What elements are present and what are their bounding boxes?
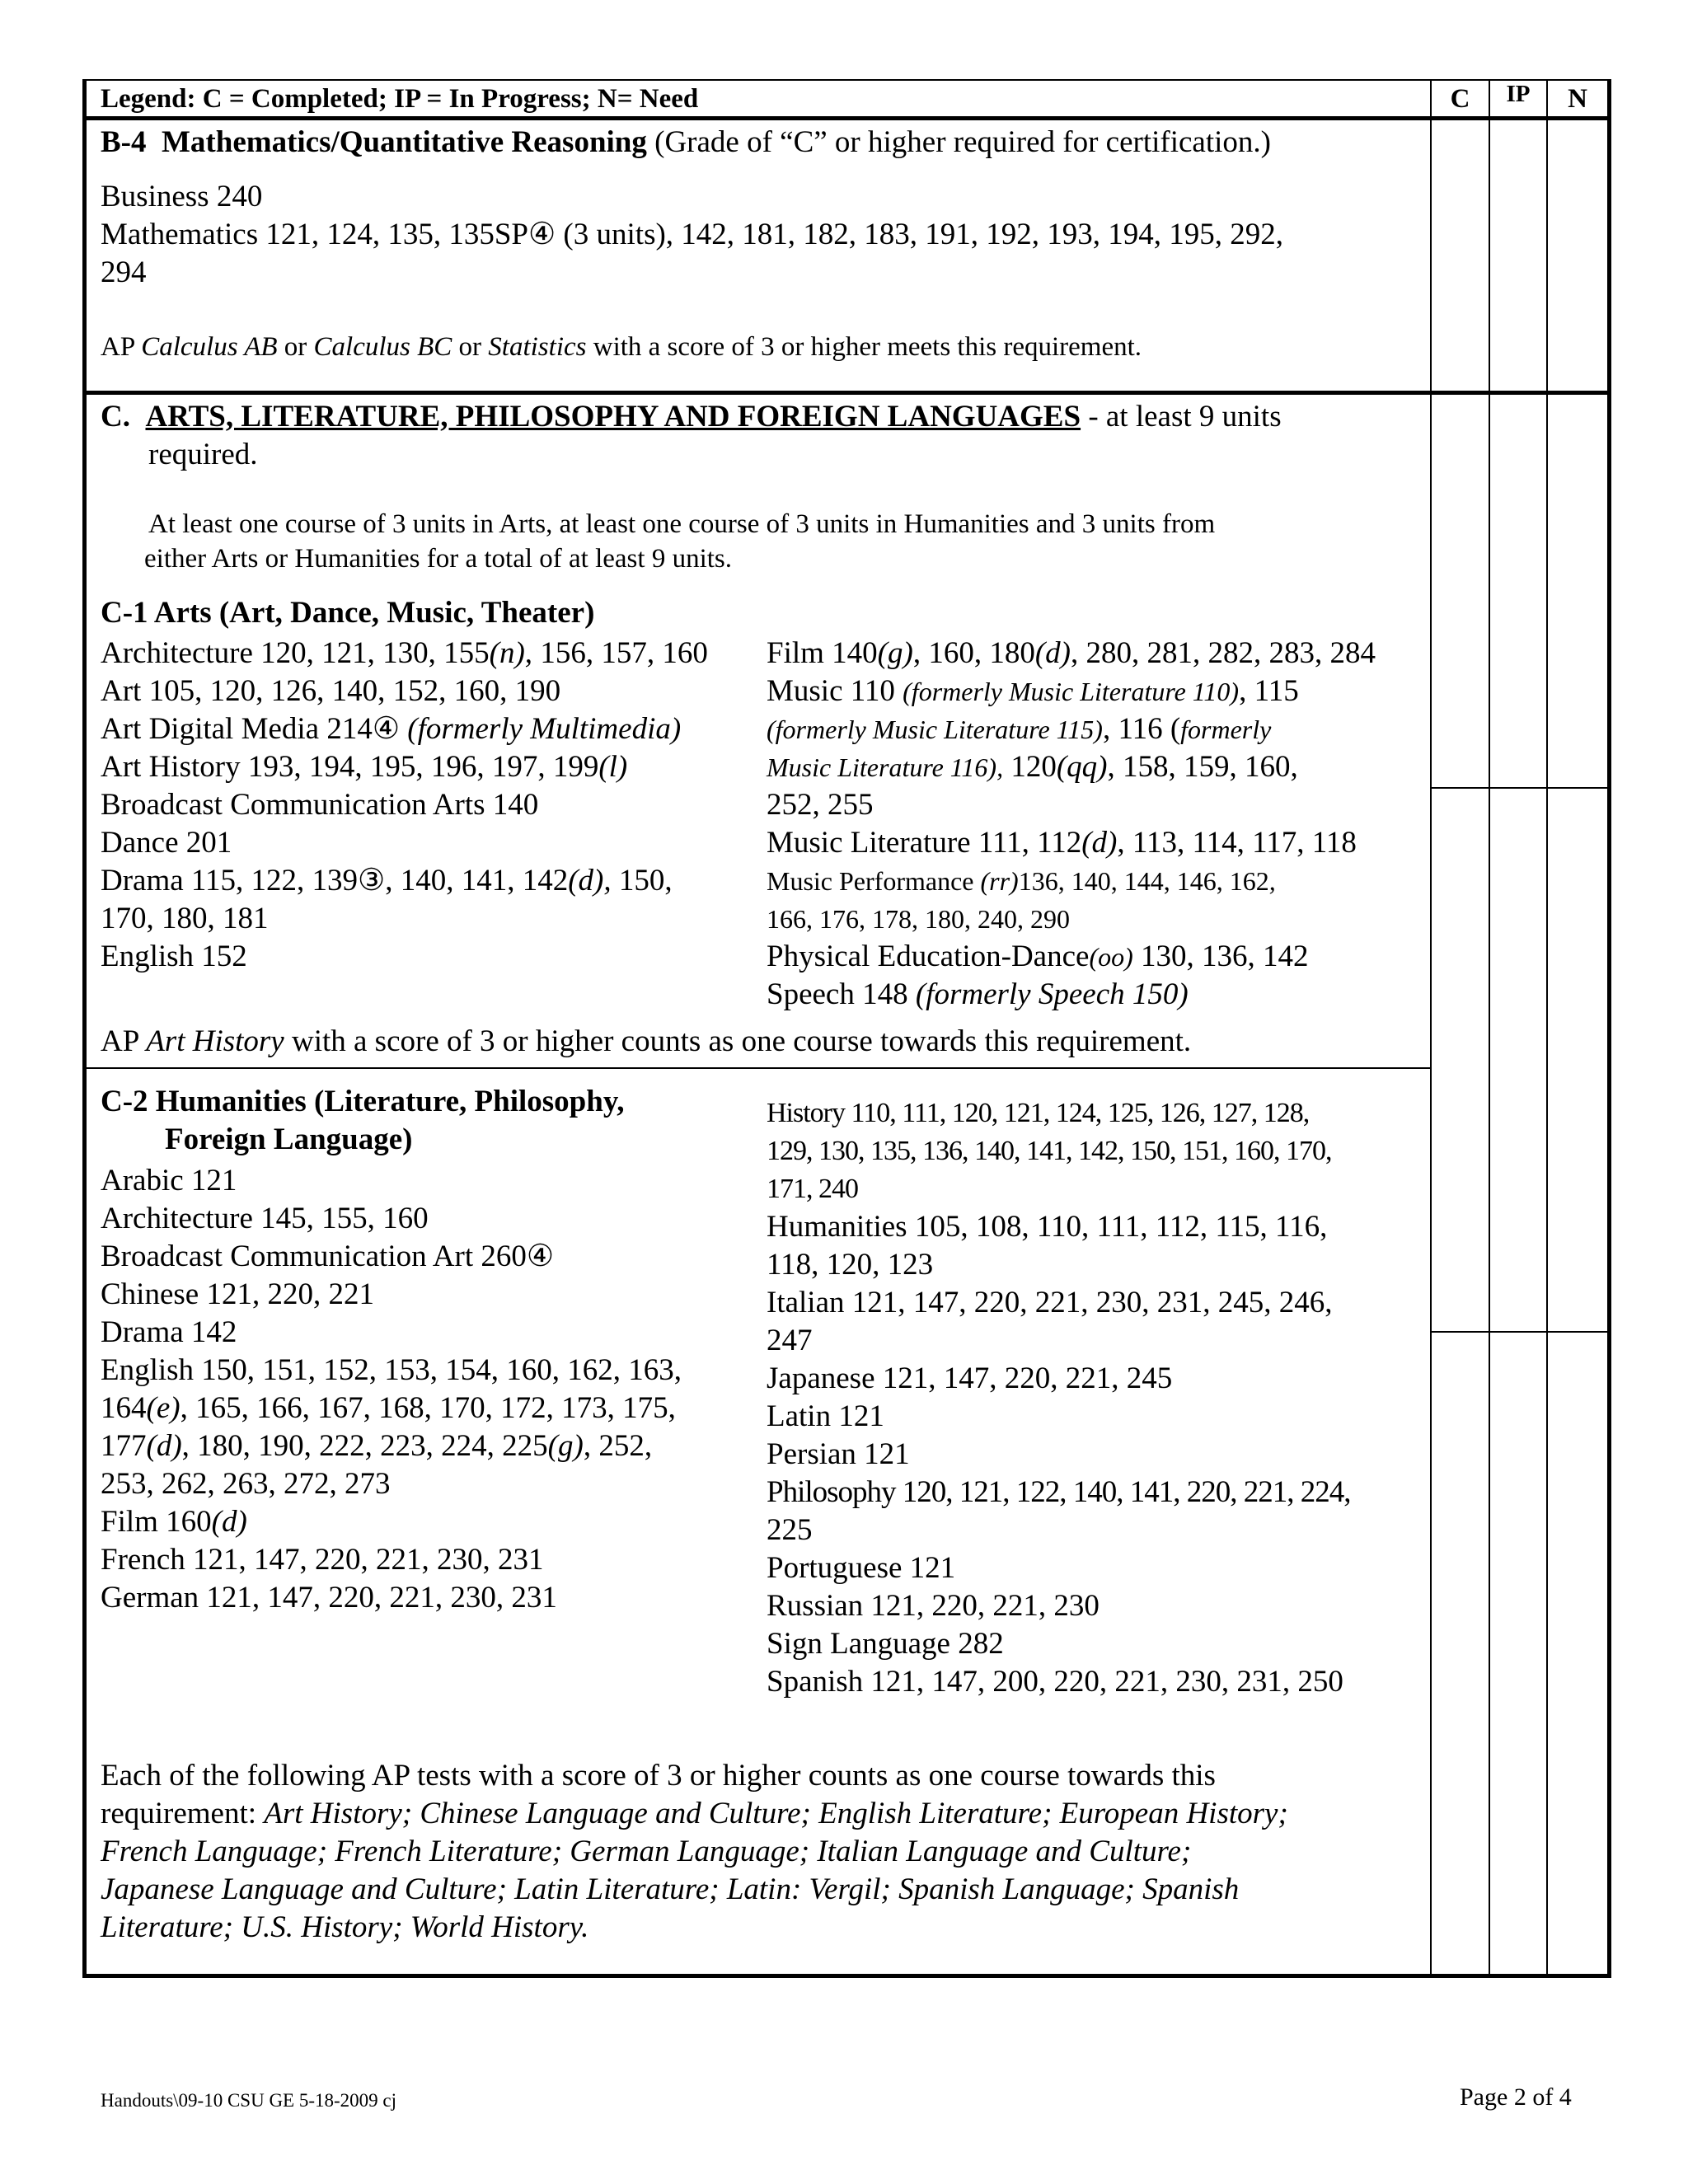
c2-right-line: 171, 240 xyxy=(767,1174,858,1204)
c-heading-cont: required. xyxy=(148,438,258,471)
b4-heading xyxy=(101,127,1271,157)
b4-title: Mathematics/Quantitative Reasoning xyxy=(162,125,647,159)
c2-right-line: Sign Language 282 xyxy=(767,1627,1004,1661)
c2-right-line: 247 xyxy=(767,1324,813,1357)
c2-left-line: Drama 142 xyxy=(101,1315,237,1349)
c1-left-line: Art Digital Media 214④ (formerly Multimedia) xyxy=(101,712,682,746)
c1-left-line: Architecture 120, 121, 130, 155(n), 156, 157, 160 xyxy=(101,636,708,670)
c2-left-line: French 121, 147, 220, 221, 230, 231 xyxy=(101,1543,544,1577)
c2-left-line: German 121, 147, 220, 221, 230, 231 xyxy=(101,1581,557,1615)
c1-physical-education-line: Physical Education-Dance(oo) 130, 136, 142 xyxy=(767,940,1309,973)
c-heading-tail: - at least 9 units xyxy=(1081,400,1282,434)
c2-left-line: Chinese 121, 220, 221 xyxy=(101,1277,374,1311)
c2-left-line: Architecture 145, 155, 160 xyxy=(101,1202,429,1235)
c2-left-column xyxy=(101,1162,682,1617)
c2-left-line: 164(e), 165, 166, 167, 168, 170, 172, 173, 175, xyxy=(101,1391,676,1425)
c-note-line1: At least one course of 3 units in Arts, at least one course of 3 units in Humanities and 3 units from xyxy=(148,509,1216,539)
c2-right-line: Spanish 121, 147, 200, 220, 221, 230, 231, 250 xyxy=(767,1665,1343,1699)
b4-line-mathematics: Mathematics 121, 124, 135, 135SP④ (3 units), 142, 181, 182, 183, 191, 192, 193, 194, 195, 292, xyxy=(101,218,1284,251)
c2-right-line: Japanese 121, 147, 220, 221, 245 xyxy=(767,1361,1173,1395)
c2-ap-note: Each of the following AP tests with a score of 3 or higher counts as one course towards this requirement: Art History; Chinese Language and Culture; English Literature; European History; French Language; French Literature; German Language; Italian Language and Culture; Japanese Language and Culture; Latin Literature; Latin: Vergil; Spanish Language; Spanish Literature; U.S. History; World History. xyxy=(101,1759,1288,1944)
c2-right-line: 118, 120, 123 xyxy=(767,1248,934,1282)
c1-speech-line: Speech 148 (formerly Speech 150) xyxy=(767,977,1189,1011)
column-header-in-progress: IP xyxy=(1506,81,1531,107)
b4-ap-note: AP Calculus AB or Calculus BC or Statistics with a score of 3 or higher meets this requirement. xyxy=(101,332,1142,362)
c2-right-line: Humanities 105, 108, 110, 111, 112, 115, 116, xyxy=(767,1210,1328,1244)
page-number: Page 2 of 4 xyxy=(1460,2083,1572,2111)
c1-left-line: Art 105, 120, 126, 140, 152, 160, 190 xyxy=(101,674,561,708)
c1-left-line: 170, 180, 181 xyxy=(101,902,269,935)
c1-music-literature-line: Music Literature 111, 112(d), 113, 114, 117, 118 xyxy=(767,826,1357,860)
c1-left-column xyxy=(101,635,708,976)
footer-file-path: Handouts\09-10 CSU GE 5-18-2009 cj xyxy=(101,2090,397,2111)
c2-left-line: Arabic 121 xyxy=(101,1164,237,1197)
c-heading xyxy=(101,401,1282,432)
b4-line-business: Business 240 xyxy=(101,180,263,213)
c1-left-line: Broadcast Communication Arts 140 xyxy=(101,788,539,822)
c2-heading: C-2 Humanities (Literature, Philosophy, xyxy=(101,1085,625,1118)
c2-left-line: English 150, 151, 152, 153, 154, 160, 162, 163, xyxy=(101,1353,682,1387)
c2-left-line: 253, 262, 263, 272, 273 xyxy=(101,1467,391,1501)
c1-music-line: 252, 255 xyxy=(767,788,874,822)
c2-right-line: Russian 121, 220, 221, 230 xyxy=(767,1589,1100,1623)
legend-text: Legend: C = Completed; IP = In Progress; N= Need xyxy=(101,84,699,114)
c2-right-line: History 110, 111, 120, 121, 124, 125, 126, 127, 128, xyxy=(767,1098,1310,1128)
b4-code: B-4 xyxy=(101,125,147,159)
c1-heading: C-1 Arts (Art, Dance, Music, Theater) xyxy=(101,596,595,630)
c2-right-line: 129, 130, 135, 136, 140, 141, 142, 150, 151, 160, 170, xyxy=(767,1136,1332,1166)
c2-right-line: Philosophy 120, 121, 122, 140, 141, 220, 221, 224, xyxy=(767,1475,1351,1509)
c1-music-line: (formerly Music Literature 115), 116 (formerly xyxy=(767,712,1272,746)
c1-music-line: Music 110 (formerly Music Literature 110), 115 xyxy=(767,674,1299,708)
c-title: ARTS, LITERATURE, PHILOSOPHY AND FOREIGN LANGUAGES xyxy=(145,400,1081,434)
c1-music-line: Music Literature 116), 120(qq), 158, 159, 160, xyxy=(767,750,1298,784)
c-note-line2: either Arts or Humanities for a total of at least 9 units. xyxy=(144,544,732,574)
c1-music-performance-line: 166, 176, 178, 180, 240, 290 xyxy=(767,904,1070,934)
c2-left-line: 177(d), 180, 190, 222, 223, 224, 225(g), 252, xyxy=(101,1429,653,1463)
c1-ap-note: AP Art History with a score of 3 or higher counts as one course towards this requirement. xyxy=(101,1024,1192,1058)
b4-note: (Grade of “C” or higher required for certification.) xyxy=(654,125,1271,159)
c2-heading-cont: Foreign Language) xyxy=(165,1122,413,1156)
c1-right-column xyxy=(767,635,1376,1014)
c2-right-line: 225 xyxy=(767,1513,813,1547)
c2-right-line: Italian 121, 147, 220, 221, 230, 231, 245, 246, xyxy=(767,1286,1333,1319)
c2-right-line: Persian 121 xyxy=(767,1437,910,1471)
b4-line-mathematics-cont: 294 xyxy=(101,255,147,289)
c2-left-line: Broadcast Communication Art 260④ xyxy=(101,1240,555,1273)
c2-left-line: Film 160(d) xyxy=(101,1505,247,1539)
c2-right-line: Portuguese 121 xyxy=(767,1551,956,1585)
c1-music-performance-line: Music Performance (rr)136, 140, 144, 146, 162, xyxy=(767,866,1276,896)
c1-left-line: English 152 xyxy=(101,940,247,973)
c1-left-line: Art History 193, 194, 195, 196, 197, 199(l) xyxy=(101,750,628,784)
c2-right-column xyxy=(767,1094,1351,1701)
c-code: C. xyxy=(101,400,130,434)
c1-film-line: Film 140(g), 160, 180(d), 280, 281, 282, 283, 284 xyxy=(767,636,1376,670)
c1-left-line: Dance 201 xyxy=(101,826,232,860)
c1-left-line: Drama 115, 122, 139③, 140, 141, 142(d), 150, xyxy=(101,864,673,898)
column-header-completed: C xyxy=(1450,84,1470,114)
column-header-need: N xyxy=(1568,84,1587,114)
c2-right-line: Latin 121 xyxy=(767,1399,884,1433)
